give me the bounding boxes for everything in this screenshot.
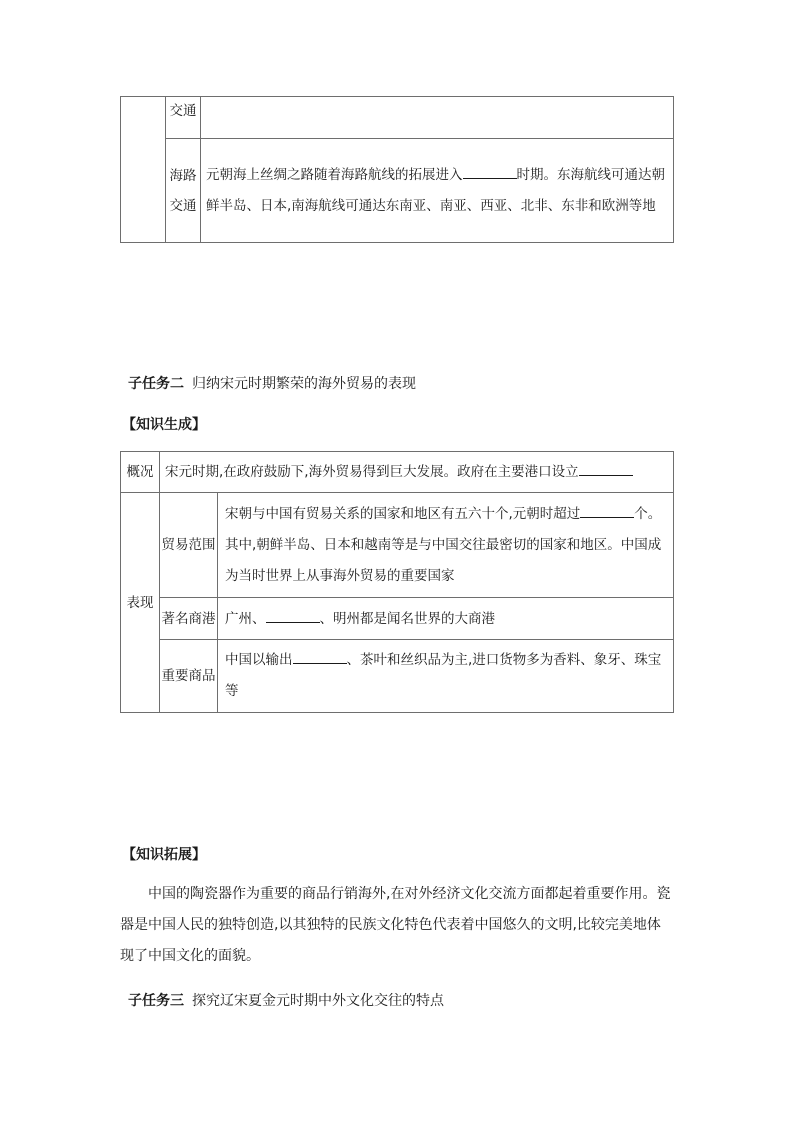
table1-row2-label (166, 139, 201, 243)
subtask2-title: 归纳宋元时期繁荣的海外贸易的表现 (192, 376, 416, 392)
scope-content (218, 493, 674, 598)
trade-table (120, 451, 674, 713)
overview-content (160, 452, 674, 493)
goods-content (218, 640, 674, 713)
table1-row1-label: 交通 (166, 97, 201, 139)
table1-row2-content (201, 139, 674, 243)
scope-text-a: 宋朝与中国有贸易关系的国家和地区有五六十个,元朝时超过 (225, 505, 581, 522)
scope-text-b: 个。其中,朝鲜半岛、日本和越南等是与中国交往最密切的国家和地区。中国成为当时世界上从事海外贸易的重要国家 (225, 505, 662, 584)
overview-label: 概况 (121, 452, 160, 493)
knowledge-ext-heading: 【知识拓展】 (122, 847, 206, 863)
answer-blank[interactable] (293, 649, 347, 664)
goods-text-a: 中国以输出 (225, 652, 293, 668)
overview-text: 宋元时期,在政府鼓励下,海外贸易得到巨大发展。政府在主要港口设立 (165, 464, 579, 480)
label-line-1: 海路 (169, 167, 197, 184)
sea-route-text-a: 元朝海上丝绸之路随着海路航线的拓展进入 (206, 166, 463, 183)
subtask2-heading (128, 374, 416, 394)
knowledge-gen-heading: 【知识生成】 (122, 417, 206, 433)
sea-route-text-b: 时期。东海航线可通达朝鲜半岛、日本,南海航线可通达东南亚、南亚、西亚、北非、东非和欧洲等地 (206, 166, 665, 214)
answer-blank[interactable] (579, 461, 633, 476)
subtask3-title: 探究辽宋夏金元时期中外文化交往的特点 (192, 993, 444, 1009)
knowledge-ext-paragraph: 中国的陶瓷器作为重要的商品行销海外,在对外经济文化交流方面都起着重要作用。瓷器是中国人民的独特创造,以其独特的民族文化特色代表着中国悠久的文明,比较完美地体现了中国文化的面貌。 (120, 886, 671, 964)
subtask3-heading (128, 991, 444, 1011)
ports-text-b: 、明州都是闻名世界的大商港 (319, 610, 495, 627)
ports-content (218, 598, 674, 640)
subtask3-label: 子任务三 (128, 993, 184, 1009)
label-line-2: 交通 (169, 197, 197, 214)
answer-blank[interactable] (580, 503, 634, 518)
answer-blank[interactable] (266, 608, 320, 623)
sea-route-table (120, 96, 674, 243)
ports-text-a: 广州、 (225, 610, 266, 627)
goods-label: 重要商品 (160, 640, 218, 713)
subtask2-label: 子任务二 (128, 376, 184, 392)
scope-label: 贸易范围 (160, 493, 218, 598)
table1-row1-content (201, 97, 674, 139)
goods-text-b: 、茶叶和丝织品为主,进口货物多为香料、象牙、珠宝等 (225, 652, 662, 699)
table1-empty-cell (121, 97, 166, 243)
performance-label: 表现 (121, 493, 160, 713)
ports-label: 著名商港 (160, 598, 218, 640)
answer-blank[interactable] (463, 164, 517, 179)
